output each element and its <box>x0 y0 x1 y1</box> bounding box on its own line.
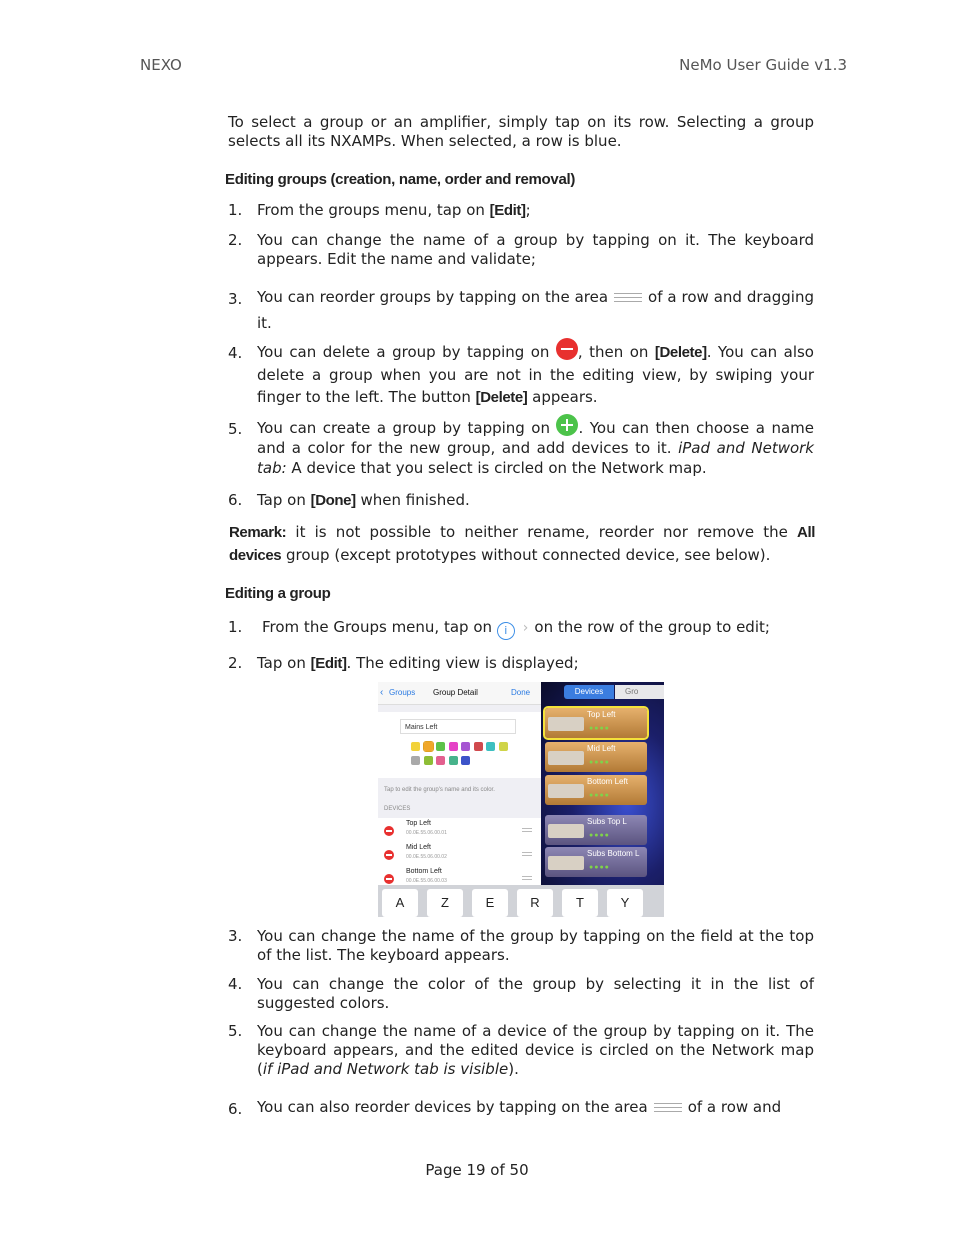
section1-title: Editing groups (creation, name, order and removal) <box>225 171 576 188</box>
reorder-handle-icon[interactable] <box>522 876 532 882</box>
devices-header: DEVICES <box>384 806 411 812</box>
s2-item-1: From the Groups menu, tap on i › on the row of the group to edit; <box>262 618 814 640</box>
s1-num-3: 3. <box>228 290 243 308</box>
color-swatch[interactable] <box>499 742 508 751</box>
remark-paragraph: Remark: it is not possible to neither rename, reorder nor remove the All devices group (except prototypes without connected device, see below). <box>229 523 815 564</box>
status-dots-icon: ●●●● <box>589 792 610 799</box>
s2-num-2: 2. <box>228 654 243 672</box>
s1-num-4: 4. <box>228 344 243 362</box>
delete-minus-icon[interactable] <box>384 874 394 884</box>
hint-text: Tap to edit the group's name and its color. <box>384 787 495 793</box>
device-name: Top Left <box>406 820 431 827</box>
section2-title: Editing a group <box>225 585 331 602</box>
status-dots-icon: ●●●● <box>589 759 610 766</box>
speaker-icon <box>548 856 584 870</box>
device-card[interactable] <box>545 742 647 772</box>
add-plus-icon <box>556 414 578 436</box>
device-card-name: Top Left <box>587 710 616 719</box>
header-left: NEXO <box>140 56 182 74</box>
network-panel <box>541 682 664 885</box>
color-swatch[interactable] <box>424 756 433 765</box>
reorder-handle-icon[interactable] <box>522 828 532 834</box>
intro-paragraph: To select a group or an amplifier, simply tap on its row. Selecting a group selects all its NXAMPs. When selected, a row is blue. <box>228 113 814 150</box>
keyboard-key[interactable]: T <box>562 889 598 917</box>
status-dots-icon: ●●●● <box>589 725 610 732</box>
header-right: NeMo User Guide v1.3 <box>679 56 847 74</box>
delete-minus-icon[interactable] <box>384 850 394 860</box>
delete-minus-icon <box>556 338 578 360</box>
back-button[interactable]: Groups <box>389 688 416 697</box>
device-name: Bottom Left <box>406 868 442 875</box>
s2-item-6: You can also reorder devices by tapping on the area of a row and <box>257 1098 782 1116</box>
s2-item-5: You can change the name of a device of the group by tapping on it. The keyboard appears, and the edited device is circled on the Network map (if iPad and Network tab is visible). <box>257 1022 814 1078</box>
keyboard-key[interactable]: Y <box>607 889 643 917</box>
device-mac: 00.0E.55.06.00.01 <box>406 830 447 836</box>
keyboard-key[interactable]: A <box>382 889 418 917</box>
delete-minus-icon[interactable] <box>384 826 394 836</box>
reorder-handle-icon <box>614 292 642 304</box>
s2-num-3: 3. <box>228 927 243 945</box>
status-dots-icon: ●●●● <box>589 864 610 871</box>
nav-title: Group Detail <box>433 688 478 697</box>
s1-item-2: You can change the name of a group by tapping on it. The keyboard appears. Edit the name and validate; <box>257 231 814 268</box>
s2-item-4: You can change the color of the group by selecting it in the list of suggested colors. <box>257 975 814 1012</box>
s2-item-2: Tap on [Edit]. The editing view is displayed; <box>257 654 579 672</box>
color-swatch[interactable] <box>486 742 495 751</box>
device-mac: 00.0E.55.06.00.03 <box>406 878 447 884</box>
device-card-name: Subs Bottom L <box>587 849 640 858</box>
device-card-name: Subs Top L <box>587 817 627 826</box>
device-row[interactable] <box>378 842 541 867</box>
keyboard-key[interactable]: R <box>517 889 553 917</box>
page-footer: Page 19 of 50 <box>425 1161 529 1179</box>
chevron-right-icon: › <box>522 620 529 636</box>
speaker-icon <box>548 717 584 731</box>
speaker-icon <box>548 824 584 838</box>
reorder-handle-icon <box>654 1102 682 1114</box>
reorder-handle-icon[interactable] <box>522 852 532 858</box>
s1-item-1: From the groups menu, tap on [Edit]; <box>257 201 531 219</box>
device-card-name: Bottom Left <box>587 777 628 786</box>
device-mac: 00.0E.55.06.00.02 <box>406 854 447 860</box>
device-card[interactable] <box>545 847 647 877</box>
s1-num-2: 2. <box>228 231 243 249</box>
color-swatch[interactable] <box>474 742 483 751</box>
keyboard-key[interactable]: Z <box>427 889 463 917</box>
s1-item-4: You can delete a group by tapping on , then on [Delete]. You can also delete a group when you are not in the editing view, by swiping your finger to the left. The button [Delete] appears. <box>257 338 814 409</box>
device-card-name: Mid Left <box>587 744 616 753</box>
color-swatch[interactable] <box>411 742 420 751</box>
group-detail-screenshot <box>378 682 664 917</box>
color-swatch[interactable] <box>424 742 433 751</box>
s1-num-6: 6. <box>228 491 243 509</box>
color-swatch[interactable] <box>461 742 470 751</box>
color-swatch[interactable] <box>436 756 445 765</box>
keyboard-key[interactable]: E <box>472 889 508 917</box>
s1-item-5: You can create a group by tapping on . You can then choose a name and a color for the new group, and add devices to it. iPad and Network tab: A device that you select is circled on the Network map. <box>257 414 814 478</box>
nav-bar <box>378 682 541 705</box>
back-chevron-icon: ‹ <box>380 687 384 698</box>
color-swatch[interactable] <box>449 742 458 751</box>
device-card[interactable] <box>545 775 647 805</box>
device-card[interactable] <box>545 708 647 738</box>
color-swatch[interactable] <box>461 756 470 765</box>
s1-num-5: 5. <box>228 420 243 438</box>
s1-item-6: Tap on [Done] when finished. <box>257 491 470 509</box>
keyboard <box>378 885 664 917</box>
device-name: Mid Left <box>406 844 431 851</box>
s1-num-1: 1. <box>228 201 243 219</box>
speaker-icon <box>548 784 584 798</box>
tab-devices[interactable]: Devices <box>564 685 614 699</box>
s2-num-6: 6. <box>228 1100 243 1118</box>
s2-item-3: You can change the name of the group by tapping on the field at the top of the list. The keyboard appears. <box>257 927 814 964</box>
s2-num-5: 5. <box>228 1022 243 1040</box>
done-button[interactable]: Done <box>511 688 531 697</box>
speaker-icon <box>548 751 584 765</box>
status-dots-icon: ●●●● <box>589 832 610 839</box>
color-swatch[interactable] <box>436 742 445 751</box>
device-row[interactable] <box>378 818 541 843</box>
tab-groups[interactable]: Gro <box>615 685 664 699</box>
s2-num-1: 1. <box>228 618 243 636</box>
color-swatch[interactable] <box>411 756 420 765</box>
group-name-field[interactable]: Mains Left <box>400 719 516 734</box>
s1-item-3: You can reorder groups by tapping on the area of a row and dragging it. <box>257 288 814 332</box>
s2-num-4: 4. <box>228 975 243 993</box>
device-card[interactable] <box>545 815 647 845</box>
color-swatch[interactable] <box>449 756 458 765</box>
info-icon: i <box>497 622 515 640</box>
